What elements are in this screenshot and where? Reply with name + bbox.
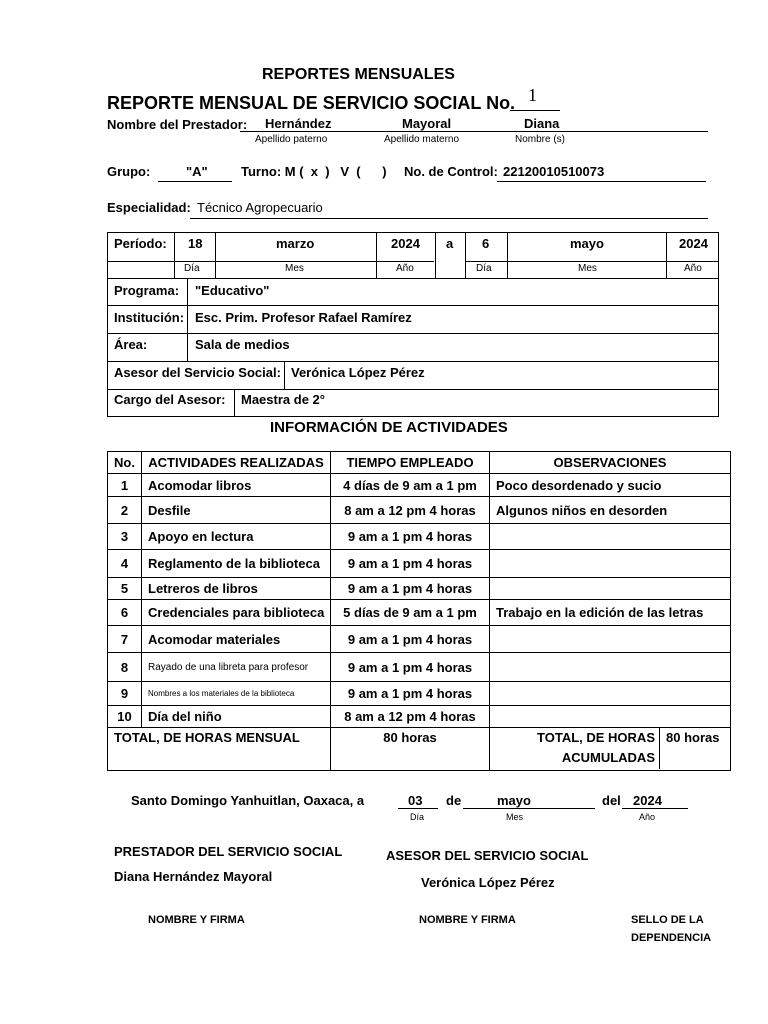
table-row [108, 524, 731, 550]
caption-anio: Año [396, 263, 414, 274]
especialidad-line [190, 218, 708, 219]
table-row [108, 550, 731, 578]
fecha-del: del [602, 793, 621, 808]
divider [108, 361, 718, 362]
area-label: Área: [114, 337, 148, 352]
row-no: 6 [108, 600, 142, 626]
apellido-paterno-value: Hernández [265, 116, 332, 131]
lugar-text: Santo Domingo Yanhuitlan, Oaxaca, a [131, 793, 365, 808]
caption-mes: Mes [285, 263, 304, 274]
especialidad-value: Técnico Agropecuario [197, 200, 323, 215]
total-mensual-label: TOTAL, DE HORAS MENSUAL [108, 728, 331, 771]
divider [465, 261, 718, 262]
control-value: 22120010510073 [503, 164, 605, 179]
nombre-value: Diana [524, 116, 560, 131]
asesor-label: Asesor del Servicio Social: [114, 365, 281, 380]
row-actividad: Reglamento de la biblioteca [142, 550, 331, 578]
row-actividad: Apoyo en lectura [142, 524, 331, 550]
periodo-from-day: 18 [188, 236, 203, 251]
row-actividad: Desfile [142, 497, 331, 524]
row-tiempo: 4 días de 9 am a 1 pm [331, 474, 490, 497]
sello-line2: DEPENDENCIA [631, 932, 712, 944]
sello-line1: SELLO DE LA [631, 914, 704, 926]
grupo-label: Grupo: [107, 164, 151, 179]
row-actividad: Acomodar libros [142, 474, 331, 497]
turno-field: Turno: M ( x ) V ( ) [241, 164, 387, 179]
totals-row [108, 728, 731, 771]
prestador-signature-name: Diana Hernández Mayoral [114, 869, 273, 884]
row-observaciones: Algunos niños en desorden [490, 497, 731, 524]
report-subtitle: REPORTE MENSUAL DE SERVICIO SOCIAL No. [107, 93, 516, 113]
caption-apellido-paterno: Apellido paterno [255, 134, 328, 145]
cargo-label: Cargo del Asesor: [114, 392, 226, 407]
divider [108, 261, 434, 262]
row-tiempo: 9 am a 1 pm 4 horas [331, 682, 490, 706]
caption-dia: Día [184, 263, 200, 274]
fecha-dia: 03 [408, 793, 423, 808]
total-acumulado-label-line1: TOTAL, DE HORAS [537, 730, 655, 745]
total-mensual-value: 80 horas [331, 728, 490, 771]
divider [108, 389, 718, 390]
divider [187, 333, 188, 361]
table-row [108, 682, 731, 706]
row-no: 1 [108, 474, 142, 497]
programa-value: "Educativo" [195, 283, 270, 298]
caption-mes: Mes [578, 263, 597, 274]
especialidad-label: Especialidad: [107, 200, 191, 215]
prestador-line [240, 131, 708, 132]
row-observaciones: Poco desordenado y sucio [490, 474, 731, 497]
row-tiempo: 8 am a 12 pm 4 horas [331, 497, 490, 524]
table-row [108, 600, 731, 626]
row-observaciones [490, 706, 731, 728]
row-actividad: Rayado de una libreta para profesor [142, 653, 331, 682]
control-line [497, 181, 706, 182]
row-observaciones [490, 524, 731, 550]
row-tiempo: 8 am a 12 pm 4 horas [331, 706, 490, 728]
total-acumulado-label-line2: ACUMULADAS [561, 750, 655, 765]
row-no: 7 [108, 626, 142, 653]
divider [234, 389, 235, 417]
divider [187, 278, 188, 305]
fecha-caption-dia: Día [410, 812, 425, 822]
institucion-value: Esc. Prim. Profesor Rafael Ramírez [195, 310, 412, 325]
total-acumulado-value: 80 horas [666, 730, 720, 745]
divider [215, 233, 216, 278]
actividades-title: INFORMACIÓN DE ACTIVIDADES [270, 419, 508, 436]
control-label: No. de Control: [404, 164, 498, 179]
programa-label: Programa: [114, 283, 180, 298]
caption-anio: Año [684, 263, 702, 274]
divider [435, 233, 436, 278]
fecha-caption-mes: Mes [506, 812, 524, 822]
fecha-mes: mayo [497, 793, 531, 808]
row-tiempo: 9 am a 1 pm 4 horas [331, 626, 490, 653]
total-acumulado-label [490, 728, 660, 769]
prestador-label: Nombre del Prestador: [107, 117, 248, 132]
total-acumulado-cell [490, 728, 731, 771]
row-observaciones [490, 682, 731, 706]
caption-apellido-materno: Apellido materno [384, 134, 460, 145]
table-row [108, 497, 731, 524]
table-header-row [108, 452, 731, 474]
table-row [108, 653, 731, 682]
table-row [108, 474, 731, 497]
prestador-nombre-firma: NOMBRE Y FIRMA [148, 914, 245, 926]
asesor-signature-title: ASESOR DEL SERVICIO SOCIAL [386, 848, 589, 863]
periodo-from-month: marzo [276, 236, 315, 251]
fecha-caption-anio: Año [639, 812, 656, 822]
row-observaciones [490, 653, 731, 682]
row-no: 2 [108, 497, 142, 524]
fecha-mes-line [463, 808, 595, 809]
caption-dia: Día [476, 263, 492, 274]
row-actividad: Nombres a los materiales de la biblioteca [142, 682, 331, 706]
divider [108, 278, 718, 279]
row-no: 10 [108, 706, 142, 728]
row-actividad: Credenciales para biblioteca [142, 600, 331, 626]
fecha-dia-line [398, 808, 438, 809]
institucion-label: Institución: [114, 310, 185, 325]
header-tiempo: TIEMPO EMPLEADO [331, 452, 490, 474]
divider [174, 233, 175, 278]
divider [108, 305, 718, 306]
row-observaciones [490, 578, 731, 600]
periodo-to-year: 2024 [679, 236, 708, 251]
row-observaciones: Trabajo en la edición de las letras [490, 600, 731, 626]
row-observaciones [490, 550, 731, 578]
row-tiempo: 5 días de 9 am a 1 pm [331, 600, 490, 626]
divider [507, 233, 508, 278]
table-row [108, 706, 731, 728]
row-observaciones [490, 626, 731, 653]
grupo-value: "A" [186, 164, 208, 179]
fecha-anio: 2024 [633, 793, 662, 808]
grupo-line [158, 181, 232, 182]
report-number-line [510, 110, 560, 111]
row-actividad: Letreros de libros [142, 578, 331, 600]
periodo-to-day: 6 [482, 236, 490, 251]
asesor-nombre-firma: NOMBRE Y FIRMA [419, 914, 516, 926]
header-no: No. [108, 452, 142, 474]
row-no: 4 [108, 550, 142, 578]
divider [465, 233, 466, 278]
row-tiempo: 9 am a 1 pm 4 horas [331, 550, 490, 578]
caption-nombre: Nombre (s) [515, 134, 566, 145]
activities-table [107, 451, 731, 771]
header-observaciones: OBSERVACIONES [490, 452, 731, 474]
table-row [108, 626, 731, 653]
row-tiempo: 9 am a 1 pm 4 horas [331, 653, 490, 682]
row-tiempo: 9 am a 1 pm 4 horas [331, 524, 490, 550]
area-value: Sala de medios [195, 337, 290, 352]
row-actividad: Día del niño [142, 706, 331, 728]
asesor-signature-name: Verónica López Pérez [421, 875, 555, 890]
divider [284, 361, 285, 389]
periodo-to-month: mayo [570, 236, 604, 251]
table-row [108, 578, 731, 600]
row-no: 5 [108, 578, 142, 600]
row-no: 8 [108, 653, 142, 682]
asesor-value: Verónica López Pérez [291, 365, 425, 380]
apellido-materno-value: Mayoral [402, 116, 452, 131]
fecha-de: de [446, 793, 462, 808]
divider [376, 233, 377, 278]
divider [187, 305, 188, 333]
report-number: 1 [528, 85, 537, 105]
divider [666, 233, 667, 278]
prestador-signature-title: PRESTADOR DEL SERVICIO SOCIAL [114, 844, 343, 859]
cargo-value: Maestra de 2° [241, 392, 325, 407]
periodo-label: Período: [114, 236, 167, 251]
row-actividad: Acomodar materiales [142, 626, 331, 653]
row-tiempo: 9 am a 1 pm 4 horas [331, 578, 490, 600]
period-box [107, 232, 719, 417]
row-no: 9 [108, 682, 142, 706]
divider [108, 333, 718, 334]
row-no: 3 [108, 524, 142, 550]
periodo-from-year: 2024 [391, 236, 420, 251]
fecha-anio-line [622, 808, 688, 809]
header-actividades: ACTIVIDADES REALIZADAS [142, 452, 331, 474]
page-title: REPORTES MENSUALES [262, 66, 455, 83]
periodo-separator: a [446, 236, 454, 251]
